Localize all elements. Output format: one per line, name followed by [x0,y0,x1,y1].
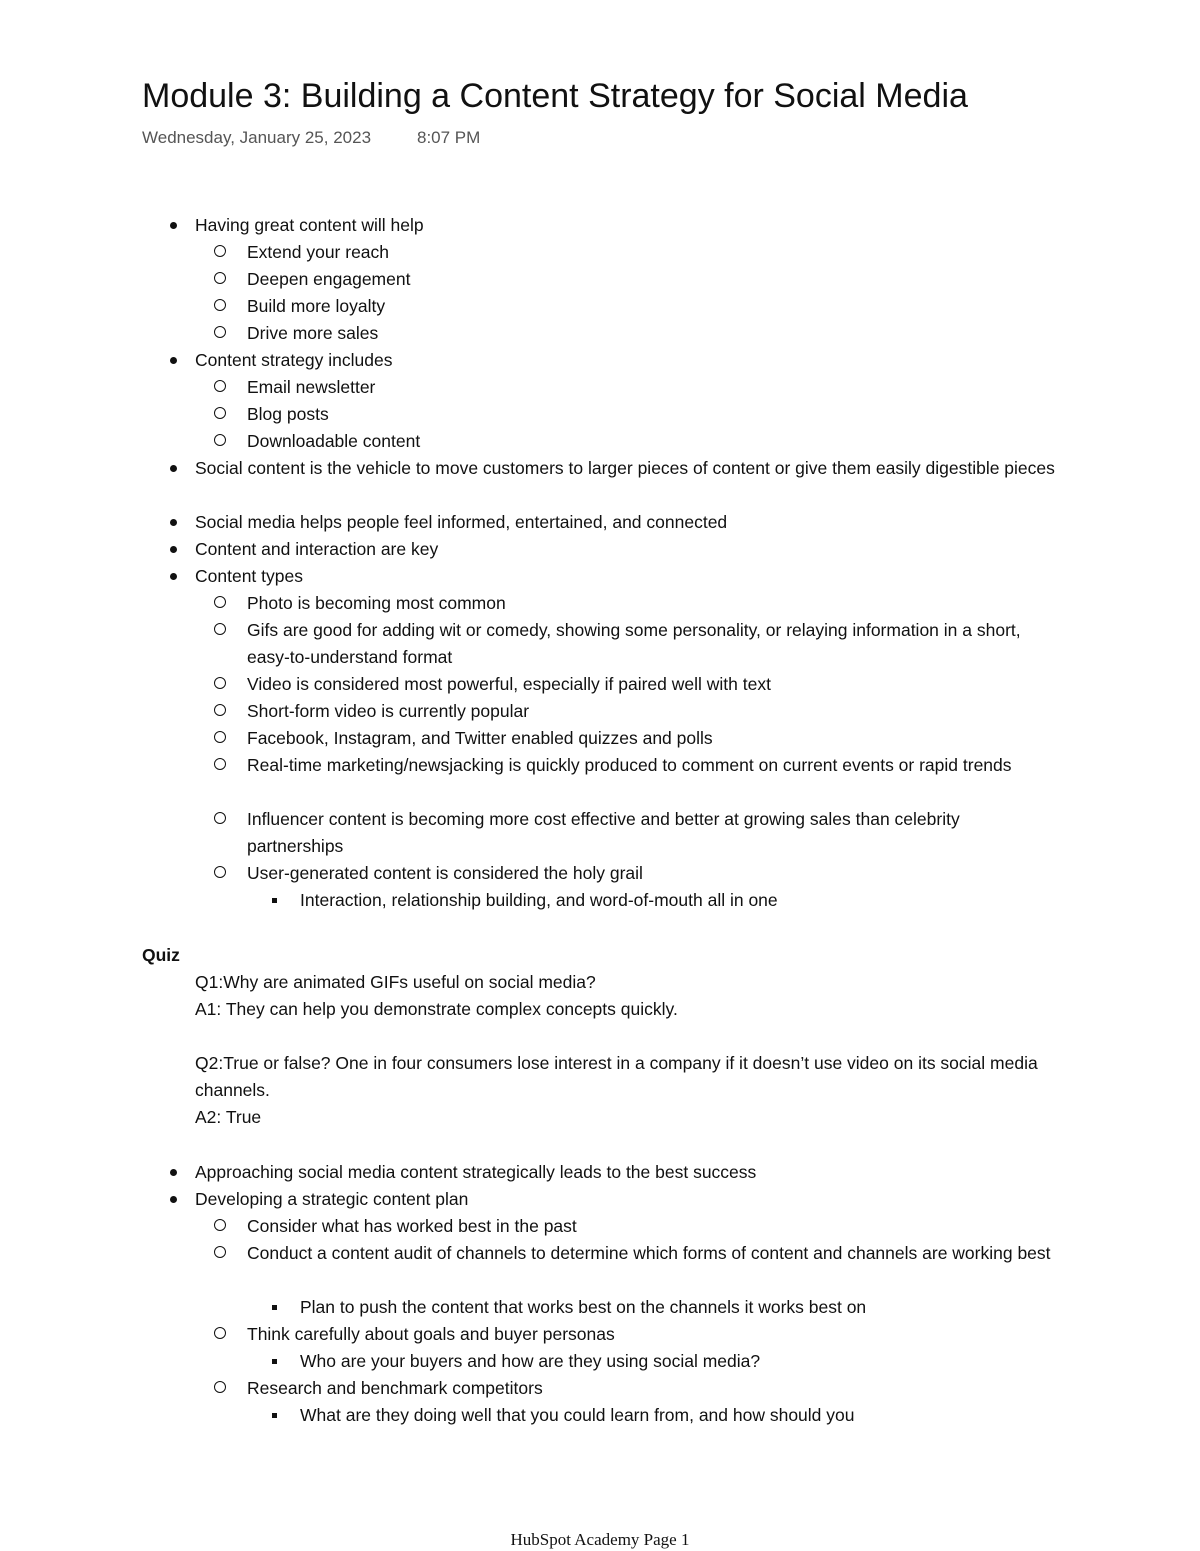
list-item: Email newsletter [0,374,1200,401]
list-item: User-generated content is considered the holy grail [0,860,1200,887]
list-item: Extend your reach [0,239,1200,266]
list-item: Content and interaction are key [0,536,1200,563]
bullet-circle-icon [214,245,226,257]
bullet-circle-icon [214,326,226,338]
quiz-question-1 [0,969,1200,996]
list-item: Developing a strategic content plan [0,1186,1200,1213]
bullet-square-icon [272,1305,277,1310]
list-item: Blog posts [0,401,1200,428]
note-date: Wednesday, January 25, 2023 [142,128,372,147]
list-item: Conduct a content audit of channels to determine which forms of content and channels are working best [0,1240,1200,1294]
a1-text: They can help you demonstrate complex concepts quickly. [221,999,678,1019]
list-item: Short-form video is currently popular [0,698,1200,725]
quiz-question-2 [0,1050,1200,1104]
q2-label: Q2: [195,1053,224,1073]
bullet-circle-icon [214,272,226,284]
bullet-dot-icon [170,546,177,553]
bullet-square-icon [272,1413,277,1418]
bullet-circle-icon [214,812,226,824]
quiz-answer-1 [0,996,1200,1023]
bullet-square-icon [272,898,277,903]
list-item: Approaching social media content strategically leads to the best success [0,1159,1200,1186]
quiz-heading-row [0,942,1200,969]
list-item: Who are your buyers and how are they using social media? [0,1348,1200,1375]
bullet-circle-icon [214,866,226,878]
bullet-circle-icon [214,677,226,689]
list-item: Influencer content is becoming more cost effective and better at growing sales than celebrity partnerships [0,806,1200,860]
list-item: Deepen engagement [0,266,1200,293]
quiz-heading: Quiz [142,945,180,965]
bullet-circle-icon [214,1327,226,1339]
a2-label: A2: [195,1107,222,1127]
list-item: Facebook, Instagram, and Twitter enabled quizzes and polls [0,725,1200,752]
quiz-answer-2 [0,1104,1200,1131]
bullet-dot-icon [170,357,177,364]
list-item: Research and benchmark competitors [0,1375,1200,1402]
list-item: Consider what has worked best in the past [0,1213,1200,1240]
spacer [0,1131,1200,1159]
list-item: Downloadable content [0,428,1200,455]
bullet-dot-icon [170,573,177,580]
list-item: Photo is becoming most common [0,590,1200,617]
bullet-circle-icon [214,1219,226,1231]
list-item: Gifs are good for adding wit or comedy, showing some personality, or relaying information in a short, easy-to-understand format [0,617,1200,671]
spacer [0,914,1200,942]
q2-text: True or false? One in four consumers lose interest in a company if it doesn’t use video on its social media channels. [195,1053,1038,1100]
bullet-circle-icon [214,1246,226,1258]
list-item: Build more loyalty [0,293,1200,320]
a1-label: A1: [195,999,222,1019]
list-item: Social content is the vehicle to move customers to larger pieces of content or give them easily digestible pieces [0,455,1200,509]
bullet-circle-icon [214,758,226,770]
note-timestamp [142,127,481,149]
q1-text: Why are animated GIFs useful on social media? [223,972,596,992]
bullet-circle-icon [214,407,226,419]
a2-text: True [221,1107,262,1127]
list-item: Drive more sales [0,320,1200,347]
bullet-dot-icon [170,1196,177,1203]
list-item: Real-time marketing/newsjacking is quickly produced to comment on current events or rapid trends [0,752,1200,806]
note-body [0,212,1200,1429]
bullet-circle-icon [214,731,226,743]
bullet-circle-icon [214,299,226,311]
spacer [0,1023,1200,1050]
list-item: Think carefully about goals and buyer personas [0,1321,1200,1348]
bullet-circle-icon [214,380,226,392]
bullet-circle-icon [214,434,226,446]
list-item: Social media helps people feel informed, entertained, and connected [0,509,1200,536]
list-item: Content types [0,563,1200,590]
bullet-circle-icon [214,1381,226,1393]
note-time: 8:07 PM [417,128,481,147]
bullet-dot-icon [170,222,177,229]
bullet-circle-icon [214,623,226,635]
list-item: Video is considered most powerful, especially if paired well with text [0,671,1200,698]
bullet-circle-icon [214,596,226,608]
page-footer: HubSpot Academy Page 1 [510,1530,690,1549]
bullet-dot-icon [170,465,177,472]
bullet-dot-icon [170,1169,177,1176]
list-item: Content strategy includes [0,347,1200,374]
q1-label: Q1: [195,972,224,992]
list-item: Interaction, relationship building, and word-of-mouth all in one [0,887,1200,914]
list-item: Having great content will help [0,212,1200,239]
list-item: Plan to push the content that works best on the channels it works best on [0,1294,1200,1321]
list-item: What are they doing well that you could learn from, and how should you [0,1402,1200,1429]
page-title: Module 3: Building a Content Strategy for Social Media [142,77,968,115]
bullet-circle-icon [214,704,226,716]
bullet-square-icon [272,1359,277,1364]
bullet-dot-icon [170,519,177,526]
